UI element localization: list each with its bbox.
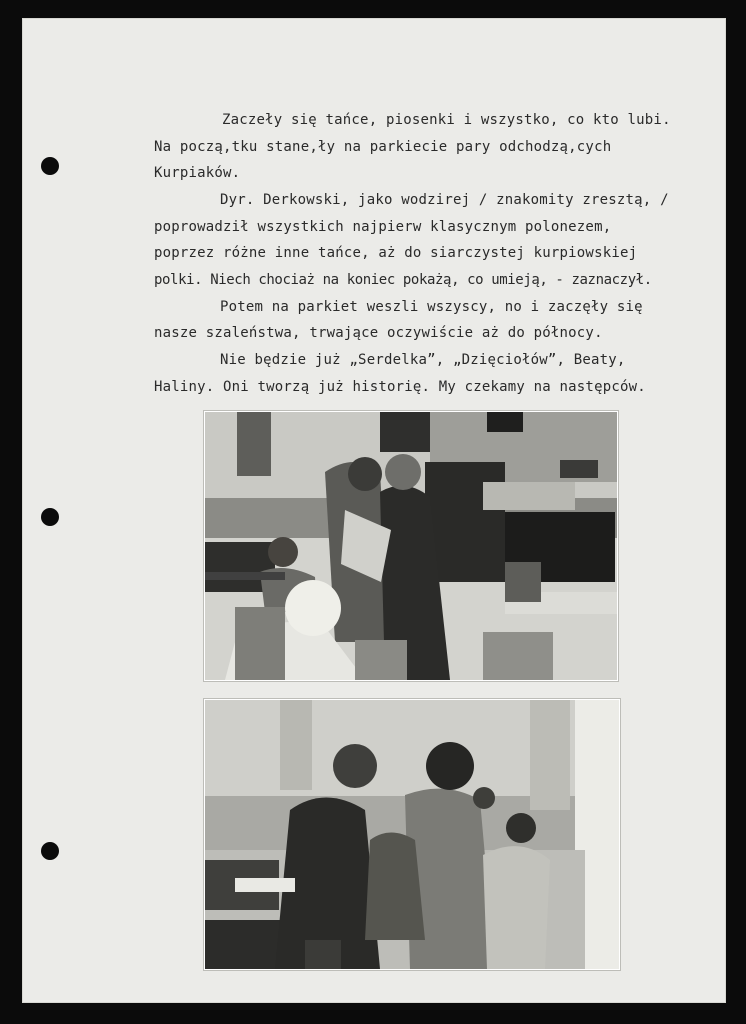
- photo-bottom-image: [205, 700, 619, 969]
- punch-hole-bottom: [41, 842, 59, 860]
- photo-top-image: [205, 412, 617, 680]
- text-line: Na począ,tku stane,ły na parkiecie pary odchodzą,cych: [154, 139, 612, 155]
- text-line: nasze szaleństwa, trwające oczywiście aż do północy.: [154, 325, 603, 341]
- document-page: [22, 18, 726, 1003]
- photo-top: [204, 411, 618, 681]
- text-line: poprzez różne inne tańce, aż do siarczystej kurpiowskiej: [154, 245, 638, 261]
- text-line: polki. Niech chociaż na koniec pokażą, co umieją, - zaznaczył.: [154, 272, 652, 288]
- text-line: Zaczeły się tańce, piosenki i wszystko, co kto lubi.: [222, 112, 671, 128]
- photo-bottom: [204, 699, 620, 970]
- text-line: Nie będzie już „Serdelka”, „Dzięciołów”, Beaty,: [220, 352, 626, 368]
- text-line: Haliny. Oni tworzą już historię. My czekamy na następców.: [154, 379, 646, 395]
- punch-hole-middle: [41, 508, 59, 526]
- text-line: Kurpiaków.: [154, 165, 241, 181]
- text-line: Dyr. Derkowski, jako wodzirej / znakomity zresztą, /: [220, 192, 669, 208]
- text-line: Potem na parkiet weszli wszyscy, no i zaczęły się: [220, 299, 643, 315]
- punch-hole-top: [41, 157, 59, 175]
- text-line: poprowadził wszystkich najpierw klasycznym polonezem,: [154, 219, 612, 235]
